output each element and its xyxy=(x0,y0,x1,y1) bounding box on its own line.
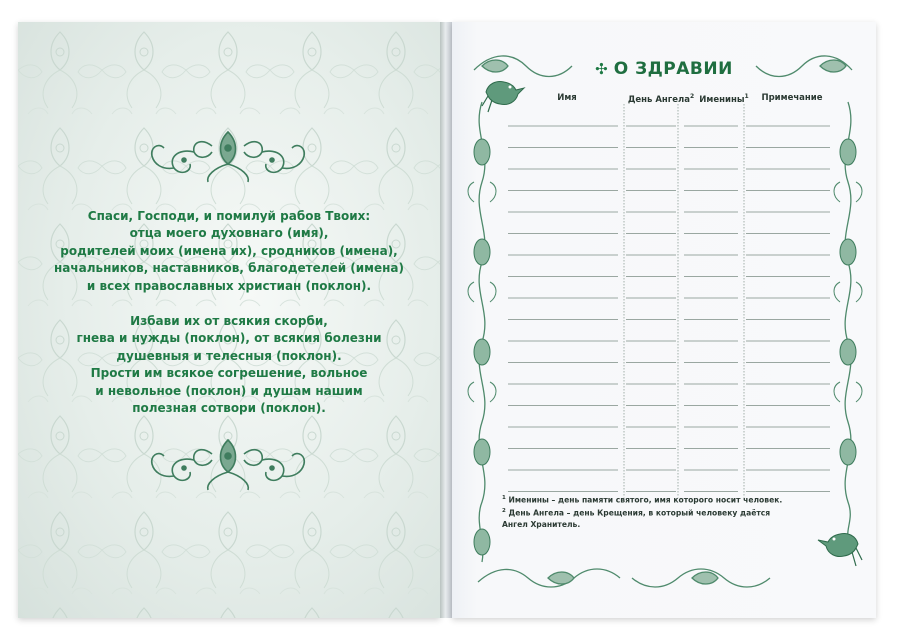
column-header-angel-day: День Ангела$^2$ xyxy=(627,93,695,105)
floral-ornament-icon xyxy=(148,432,308,494)
prayer-line: отца моего духовнаго (имя), xyxy=(129,226,329,241)
column-header-name-day: Именины$^1$ xyxy=(699,93,749,105)
right-page xyxy=(452,22,876,618)
page-title xyxy=(584,58,744,80)
booklet xyxy=(18,22,880,618)
prayer-line: полезная сотвори (поклон). xyxy=(132,401,326,416)
footnote-mark: 1 xyxy=(744,93,749,100)
footnotes xyxy=(502,493,832,531)
prayer-line: родителей моих (имена их), сродников (имена), xyxy=(60,243,398,258)
prayer-line: гнева и нужды (поклон), от всякия болезни xyxy=(76,331,382,346)
footnote-mark: 2 xyxy=(502,508,506,515)
footnote-2-continued: Ангел Хранитель. xyxy=(502,520,581,530)
prayer-text xyxy=(38,208,420,417)
prayer-line: Прости им всякое согрешение, вольное xyxy=(90,366,368,381)
prayer-line: начальников, наставников, благодетелей (имена) xyxy=(53,261,404,276)
column-header-name: Имя xyxy=(557,93,577,103)
prayer-line: и невольное (поклон) и душам нашим xyxy=(95,383,363,398)
footnote-2: $^2$ День Ангела – день Крещения, в который человеку даётся xyxy=(502,508,771,518)
name-table xyxy=(504,104,834,502)
paragraph-gap xyxy=(38,295,420,313)
column-header-note: Примечание xyxy=(761,93,823,103)
book-gutter xyxy=(440,22,452,618)
footnote-1: $^1$ Именины – день памяти святого, имя которого носит человек. xyxy=(502,495,783,505)
prayer-line: Избави их от всякия скорби, xyxy=(130,314,328,329)
prayer-line: душевныя и телесныя (поклон). xyxy=(116,348,342,363)
prayer-line: и всех православных христиан (поклон). xyxy=(86,278,372,293)
cross-icon: ✣ xyxy=(595,59,608,78)
page-title-text: О ЗДРАВИИ xyxy=(613,58,733,79)
floral-ornament-icon xyxy=(148,124,308,186)
prayer-line: Спаси, Господи, и помилуй рабов Твоих: xyxy=(87,209,371,223)
footnote-mark: 1 xyxy=(502,495,506,501)
footnote-mark: 2 xyxy=(689,93,695,100)
left-page xyxy=(18,22,440,618)
